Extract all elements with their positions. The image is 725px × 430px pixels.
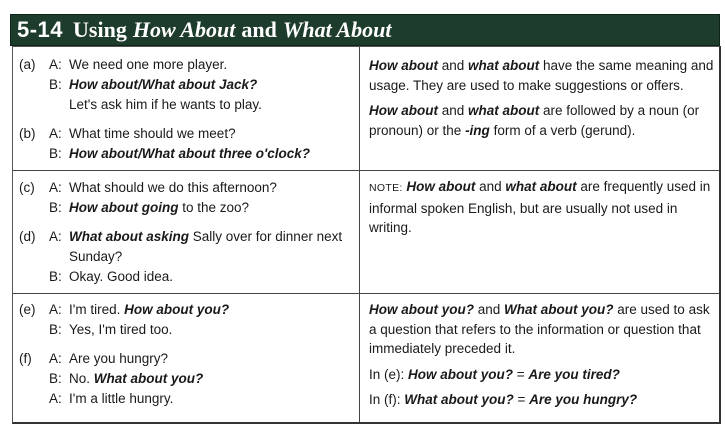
title-emphasis-what-about: What About [282,17,392,42]
note-label: NOTE: [369,182,403,194]
example-text: No. [69,371,94,386]
speaker-label: B: [49,200,62,215]
row-divider-1b [360,170,719,171]
example-text: We need one more player. [69,57,228,72]
example-line [19,144,310,164]
explanation-row-1 [369,56,714,146]
example-text: What should we do this afternoon? [69,180,277,195]
column-divider [359,47,360,422]
explanation-row-3 [369,300,714,416]
explanation-text: = [513,392,530,407]
explanation-text: are used to ask a question that refers to the information or question that immediately preceded it. [369,302,710,356]
speaker-label: A: [49,126,62,141]
explanation-emphasis: what about [468,103,540,118]
example-emphasis: How about you? [124,302,230,317]
example-line [19,267,342,287]
speaker-label: B: [49,371,62,386]
explanation-text: In (e): [369,366,409,382]
explanation-emphasis: Are you hungry? [529,392,638,407]
example-emphasis: How about/What about three o'clock? [69,146,310,161]
example-line [19,124,310,144]
grammar-table [12,46,721,424]
explanation-text: form of a verb (gerund). [489,122,636,138]
speaker-label: B: [49,322,62,337]
example-emphasis: How about going [69,200,179,215]
explanation-paragraph [369,101,714,140]
explanation-text: = [513,366,529,382]
example-text: I'm tired. [69,302,125,317]
example-gap [19,340,229,349]
explanation-emphasis: How about [369,103,438,118]
explanation-text: In (f): [369,392,405,407]
explanation-emphasis: What about you? [504,302,614,317]
explanation-row-2 [369,177,714,244]
example-line [19,75,310,95]
example-label: (f) [19,351,32,366]
example-text: to the zoo? [178,200,250,215]
title-mid: and [241,17,277,42]
example-line [19,227,342,247]
example-emphasis: What about asking [69,229,190,244]
example-text: Yes, I'm tired too. [69,322,173,337]
explanation-text: are frequently used in informal spoken English, but are usually not used in writing. [369,179,711,235]
explanation-emphasis: How about you? [408,366,514,382]
explanation-text: and [474,302,505,317]
explanation-text: have the same meaning and usage. They are used to make suggestions or offers. [369,58,714,93]
chart-number: 5-14 [17,17,64,42]
example-emphasis: How about/What about Jack? [69,77,258,92]
speaker-label: A: [49,351,62,366]
explanation-paragraph [369,56,714,95]
example-label: (e) [19,302,36,317]
example-line [19,349,229,369]
example-line [19,55,310,75]
examples-row-2 [19,178,342,287]
example-label: (b) [19,126,36,141]
example-gap [19,115,310,124]
example-label: (c) [19,180,35,195]
explanation-emphasis: what about [468,58,540,73]
explanation-emphasis: How about [406,179,476,194]
explanation-emphasis: Are you tired? [528,366,620,382]
example-line [19,198,342,218]
example-emphasis: What about you? [93,371,204,386]
example-gap [19,218,342,227]
example-line [19,389,229,409]
explanation-paragraph [369,300,714,359]
speaker-label: B: [49,269,62,284]
row-divider-1 [13,170,360,171]
explanation-emphasis: How about [369,58,438,73]
explanation-emphasis: -ing [465,122,490,138]
explanation-text: and [438,103,469,118]
title-emphasis-how-about: How About [132,17,236,42]
speaker-label: A: [49,229,62,244]
speaker-label: B: [49,146,62,161]
example-line [19,369,229,389]
explanation-emphasis: How about you? [369,302,474,317]
explanation-paragraph [369,177,714,238]
example-text: What time should we meet? [69,126,236,141]
example-line [19,247,342,267]
speaker-label: A: [49,302,62,317]
speaker-label: B: [49,77,62,92]
explanation-emphasis: what about [505,179,577,194]
examples-row-1 [19,55,310,164]
example-line [19,320,229,340]
example-text: Sunday? [69,249,123,264]
example-text: Are you hungry? [69,351,169,366]
speaker-label: A: [49,57,62,72]
row-divider-2 [13,293,719,294]
example-text: Okay. Good idea. [69,269,174,284]
example-line [19,178,342,198]
explanation-paragraph [369,390,714,410]
examples-row-3 [19,300,229,409]
example-text: I'm a little hungry. [69,391,174,406]
title-prefix: Using [73,17,127,42]
example-text: Let's ask him if he wants to play. [69,97,262,112]
explanation-text: are followed by a noun (or pronoun) or the [369,103,700,138]
example-label: (a) [19,57,36,72]
speaker-label: A: [49,180,62,195]
explanation-text: and [438,58,469,73]
chart-header [10,14,720,46]
example-line [19,300,229,320]
example-text: Sally over for dinner next [189,229,343,244]
example-label: (d) [19,229,36,244]
speaker-label: A: [49,391,62,406]
explanation-emphasis: What about you? [404,392,514,407]
explanation-text: and [475,179,506,194]
example-line [19,95,310,115]
explanation-paragraph [369,365,714,385]
